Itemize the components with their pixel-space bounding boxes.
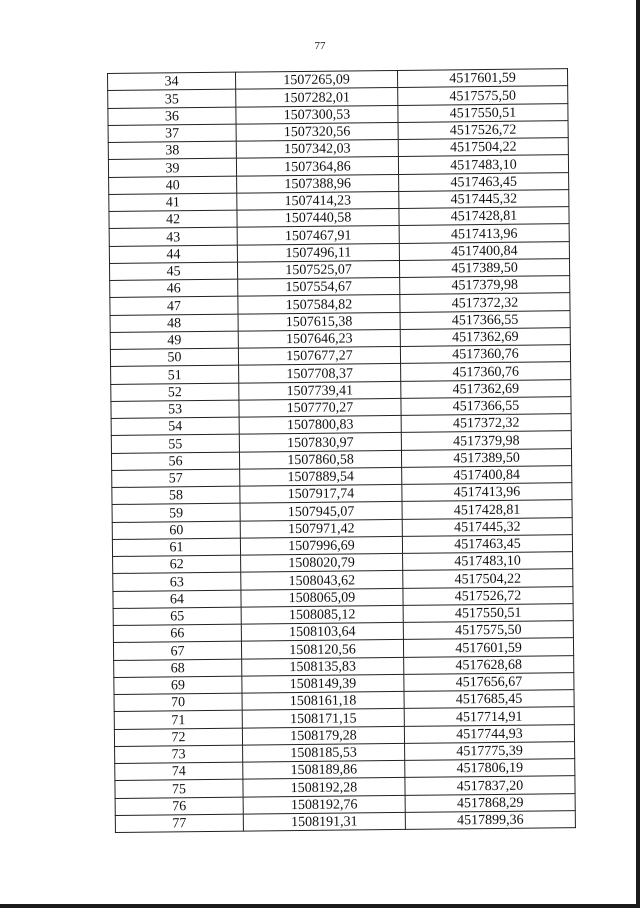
point-number-cell: 52 (111, 383, 239, 402)
point-number-cell: 37 (108, 124, 236, 143)
y-coordinate-cell: 4517379,98 (400, 276, 570, 295)
y-coordinate-cell: 4517575,50 (403, 621, 573, 640)
y-coordinate-cell: 4517428,81 (402, 500, 572, 519)
x-coordinate-cell: 1508171,15 (242, 709, 404, 728)
y-coordinate-cell: 4517413,96 (402, 483, 572, 502)
y-coordinate-cell: 4517366,55 (401, 396, 571, 415)
x-coordinate-cell: 1507414,23 (237, 191, 399, 210)
x-coordinate-cell: 1507554,67 (238, 277, 400, 296)
point-number-cell: 55 (111, 434, 239, 453)
x-coordinate-cell: 1507860,58 (239, 450, 401, 469)
x-coordinate-cell: 1507584,82 (238, 295, 400, 314)
point-number-cell: 51 (111, 365, 239, 384)
point-number-cell: 38 (108, 141, 236, 160)
x-coordinate-cell: 1507646,23 (238, 329, 400, 348)
point-number-cell: 65 (113, 607, 241, 626)
x-coordinate-cell: 1507467,91 (237, 226, 399, 245)
y-coordinate-cell: 4517463,45 (399, 172, 569, 191)
point-number-cell: 75 (115, 779, 243, 798)
x-coordinate-cell: 1508065,09 (241, 588, 403, 607)
y-coordinate-cell: 4517362,69 (401, 379, 571, 398)
point-number-cell: 71 (114, 710, 242, 729)
y-coordinate-cell: 4517550,51 (398, 103, 568, 122)
y-coordinate-cell: 4517504,22 (398, 138, 568, 157)
x-coordinate-cell: 1507917,74 (240, 484, 402, 503)
y-coordinate-cell: 4517775,39 (405, 741, 575, 760)
y-coordinate-cell: 4517837,20 (405, 776, 575, 795)
y-coordinate-cell: 4517526,72 (403, 586, 573, 605)
point-number-cell: 57 (112, 469, 240, 488)
point-number-cell: 42 (109, 210, 237, 229)
x-coordinate-cell: 1507615,38 (238, 312, 400, 331)
point-number-cell: 77 (115, 814, 243, 833)
y-coordinate-cell: 4517445,32 (402, 517, 572, 536)
point-number-cell: 54 (111, 417, 239, 436)
y-coordinate-cell: 4517656,67 (404, 672, 574, 691)
y-coordinate-cell: 4517463,45 (402, 534, 572, 553)
point-number-cell: 67 (113, 641, 241, 660)
point-number-cell: 53 (111, 400, 239, 419)
y-coordinate-cell: 4517400,84 (399, 241, 569, 260)
y-coordinate-cell: 4517413,96 (399, 224, 569, 243)
point-number-cell: 58 (112, 486, 240, 505)
x-coordinate-cell: 1507677,27 (238, 346, 400, 365)
y-coordinate-cell: 4517428,81 (399, 207, 569, 226)
x-coordinate-cell: 1507496,11 (237, 243, 399, 262)
y-coordinate-cell: 4517550,51 (403, 603, 573, 622)
coordinates-table (107, 68, 576, 833)
page-number: 77 (314, 40, 326, 52)
x-coordinate-cell: 1507830,97 (239, 433, 401, 452)
y-coordinate-cell: 4517575,50 (398, 86, 568, 105)
x-coordinate-cell: 1508103,64 (241, 622, 403, 641)
y-coordinate-cell: 4517360,76 (400, 345, 570, 364)
point-number-cell: 69 (114, 676, 242, 695)
point-number-cell: 49 (110, 331, 238, 350)
y-coordinate-cell: 4517628,68 (404, 655, 574, 674)
y-coordinate-cell: 4517389,50 (399, 258, 569, 277)
point-number-cell: 48 (110, 314, 238, 333)
x-coordinate-cell: 1508020,79 (241, 553, 403, 572)
x-coordinate-cell: 1507440,58 (237, 208, 399, 227)
y-coordinate-cell: 4517379,98 (401, 431, 571, 450)
y-coordinate-cell: 4517806,19 (405, 759, 575, 778)
point-number-cell: 35 (108, 89, 236, 108)
x-coordinate-cell: 1508120,56 (241, 640, 403, 659)
y-coordinate-cell: 4517868,29 (405, 793, 575, 812)
x-coordinate-cell: 1507971,42 (240, 519, 402, 538)
y-coordinate-cell: 4517744,93 (404, 724, 574, 743)
y-coordinate-cell: 4517601,59 (403, 638, 573, 657)
x-coordinate-cell: 1507708,37 (239, 364, 401, 383)
point-number-cell: 74 (115, 762, 243, 781)
x-coordinate-cell: 1508185,53 (243, 743, 405, 762)
x-coordinate-cell: 1507300,53 (236, 105, 398, 124)
y-coordinate-cell: 4517483,10 (398, 155, 568, 174)
point-number-cell: 39 (108, 158, 236, 177)
x-coordinate-cell: 1507525,07 (237, 260, 399, 279)
point-number-cell: 45 (109, 262, 237, 281)
point-number-cell: 60 (112, 521, 240, 540)
point-number-cell: 70 (114, 693, 242, 712)
x-coordinate-cell: 1508161,18 (242, 691, 404, 710)
x-coordinate-cell: 1507739,41 (239, 381, 401, 400)
y-coordinate-cell: 4517445,32 (399, 189, 569, 208)
y-coordinate-cell: 4517400,84 (402, 465, 572, 484)
y-coordinate-cell: 4517714,91 (404, 707, 574, 726)
y-coordinate-cell: 4517362,69 (400, 327, 570, 346)
x-coordinate-cell: 1508043,62 (241, 571, 403, 590)
point-number-cell: 44 (109, 245, 237, 264)
point-number-cell: 46 (110, 279, 238, 298)
coordinates-table-body (108, 69, 576, 833)
x-coordinate-cell: 1507282,01 (236, 88, 398, 107)
point-number-cell: 76 (115, 797, 243, 816)
x-coordinate-cell: 1507265,09 (235, 70, 397, 89)
point-number-cell: 36 (108, 107, 236, 126)
x-coordinate-cell: 1507889,54 (240, 467, 402, 486)
y-coordinate-cell: 4517685,45 (404, 690, 574, 709)
point-number-cell: 62 (113, 555, 241, 574)
x-coordinate-cell: 1507770,27 (239, 398, 401, 417)
point-number-cell: 43 (109, 227, 237, 246)
y-coordinate-cell: 4517389,50 (401, 448, 571, 467)
x-coordinate-cell: 1508179,28 (242, 726, 404, 745)
point-number-cell: 34 (108, 72, 236, 91)
point-number-cell: 73 (115, 745, 243, 764)
x-coordinate-cell: 1507342,03 (236, 139, 398, 158)
y-coordinate-cell: 4517372,32 (400, 293, 570, 312)
y-coordinate-cell: 4517504,22 (403, 569, 573, 588)
y-coordinate-cell: 4517483,10 (403, 552, 573, 571)
point-number-cell: 64 (113, 590, 241, 609)
point-number-cell: 41 (109, 193, 237, 212)
x-coordinate-cell: 1508192,28 (243, 778, 405, 797)
y-coordinate-cell: 4517372,32 (401, 414, 571, 433)
x-coordinate-cell: 1507364,86 (236, 157, 398, 176)
point-number-cell: 63 (113, 572, 241, 591)
x-coordinate-cell: 1508149,39 (242, 674, 404, 693)
x-coordinate-cell: 1508189,86 (243, 760, 405, 779)
point-number-cell: 68 (114, 659, 242, 678)
point-number-cell: 47 (110, 296, 238, 315)
x-coordinate-cell: 1507996,69 (240, 536, 402, 555)
coordinates-table-container (107, 68, 575, 833)
y-coordinate-cell: 4517366,55 (400, 310, 570, 329)
y-coordinate-cell: 4517601,59 (397, 69, 567, 88)
x-coordinate-cell: 1508192,76 (243, 795, 405, 814)
x-coordinate-cell: 1508135,83 (242, 657, 404, 676)
point-number-cell: 66 (113, 624, 241, 643)
point-number-cell: 40 (109, 176, 237, 195)
y-coordinate-cell: 4517526,72 (398, 120, 568, 139)
point-number-cell: 72 (114, 728, 242, 747)
x-coordinate-cell: 1507800,83 (239, 415, 401, 434)
x-coordinate-cell: 1507388,96 (237, 174, 399, 193)
x-coordinate-cell: 1508191,31 (243, 812, 405, 831)
point-number-cell: 61 (112, 538, 240, 557)
x-coordinate-cell: 1508085,12 (241, 605, 403, 624)
point-number-cell: 59 (112, 503, 240, 522)
y-coordinate-cell: 4517360,76 (401, 362, 571, 381)
x-coordinate-cell: 1507320,56 (236, 122, 398, 141)
point-number-cell: 56 (111, 452, 239, 471)
x-coordinate-cell: 1507945,07 (240, 502, 402, 521)
point-number-cell: 50 (110, 348, 238, 367)
y-coordinate-cell: 4517899,36 (405, 810, 575, 829)
